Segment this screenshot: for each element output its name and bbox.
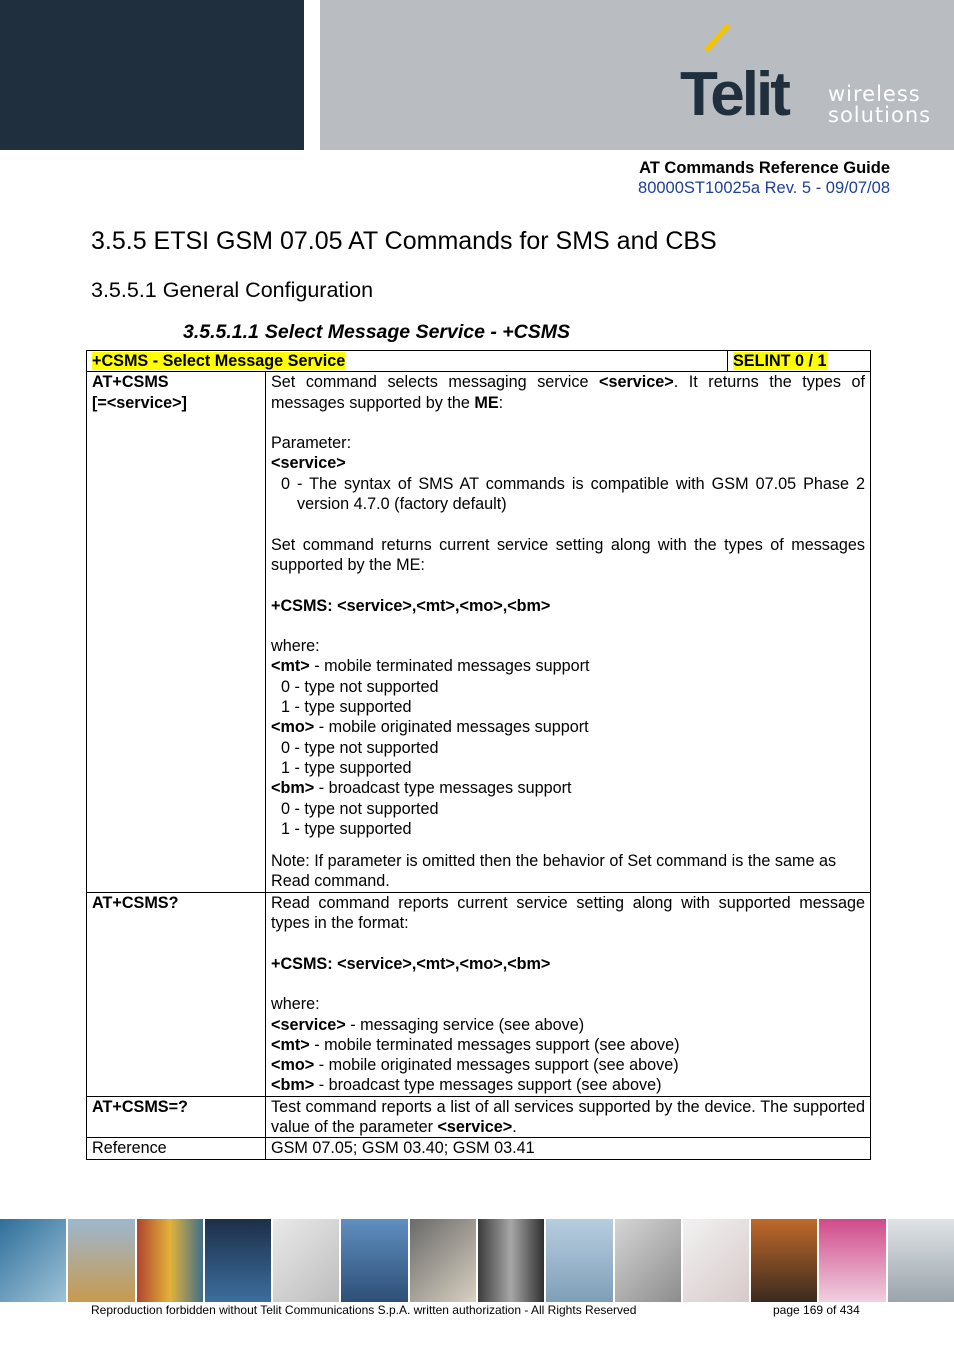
table-row-set: AT+CSMS [=<service>] Set command selects messaging service <service>. It returns the types of messages supported by the ME: Parameter: <service> 0 - The syntax of SMS AT commands is compatible with GSM 07.05 Phase 2 version 4.7.0 (factory default) Set command returns current service setting along with the types of messages supported by the ME: +CSMS: <service>,<mt>,<mo>,<bm> where: <mt> - mobile terminated messages support 0 - type not supported 1 - type supported <mo> - mobile originated messages support 0 - type not supported 1 - type supported <bm> - broadcast type messages support 0 - type not supported 1 - type supported Note: If parameter is omitted then the behavior of Set command is the same as Read command.	[87, 372, 871, 892]
reference-value: GSM 07.05; GSM 03.40; GSM 03.41	[266, 1138, 871, 1159]
reference-label: Reference	[87, 1138, 266, 1159]
footer-photo	[546, 1219, 612, 1302]
parameter-value: 0 - The syntax of SMS AT commands is compatible with GSM 07.05 Phase 2 version 4.7.0 (factory default)	[281, 474, 865, 514]
selint-badge: SELINT 0 / 1	[733, 352, 827, 370]
footer-photo	[888, 1219, 954, 1302]
footer-page-number: page 169 of 434	[773, 1303, 860, 1317]
footer-photo	[478, 1219, 544, 1302]
command-table	[86, 350, 871, 1160]
footer-photo	[205, 1219, 271, 1302]
list-item: <mt> - mobile terminated messages support (see above)	[271, 1035, 680, 1054]
logo-tagline: wireless solutions	[828, 82, 932, 127]
list-item: <mt> - mobile terminated messages support	[271, 657, 590, 676]
footer-photo	[68, 1219, 134, 1302]
read-command: AT+CSMS?	[92, 893, 179, 912]
test-command: AT+CSMS=?	[92, 1097, 188, 1116]
table-row-test	[87, 1096, 871, 1138]
set-response-format: +CSMS: <service>,<mt>,<mo>,<bm>	[271, 596, 551, 615]
subsubsection-heading: 3.5.5.1.1 Select Message Service - +CSMS	[183, 321, 571, 343]
list-item: <mo> - mobile originated messages support	[271, 718, 589, 737]
footer-photo	[819, 1219, 885, 1302]
table-row-read: AT+CSMS? Read command reports current service setting along with supported message types in the format: +CSMS: <service>,<mt>,<mo>,<bm> where: <service> - messaging service (see above) <mt> - mobile terminated messages support (see above) <mo> - mobile originated messages support (see above) <bm> - broadcast type messages support (see above)	[87, 892, 871, 1096]
footer-photo	[683, 1219, 749, 1302]
footer-photo-strip	[0, 1219, 954, 1302]
table-header-row	[87, 351, 871, 372]
set-command: AT+CSMS	[92, 373, 169, 392]
table-title: +CSMS - Select Message Service	[92, 352, 346, 370]
footer-photo	[0, 1219, 66, 1302]
list-item: <service> - messaging service (see above)	[271, 1015, 585, 1034]
set-return-description: Set command returns current service setting along with the types of messages supported by the ME:	[271, 535, 865, 574]
test-description: Test command reports a list of all services supported by the device. The supported value of the parameter <service>.	[271, 1097, 865, 1136]
footer-photo	[137, 1219, 203, 1302]
logo-word: Telit	[680, 60, 788, 129]
list-item: <bm> - broadcast type messages support	[271, 779, 572, 798]
telit-logo	[676, 44, 936, 134]
section-heading: 3.5.5 ETSI GSM 07.05 AT Commands for SMS and CBS	[91, 227, 717, 255]
footer-photo	[615, 1219, 681, 1302]
footer-photo	[751, 1219, 817, 1302]
list-item: <bm> - broadcast type messages support (see above)	[271, 1076, 662, 1095]
footer-photo	[410, 1219, 476, 1302]
guide-title: AT Commands Reference Guide	[639, 159, 890, 177]
footer-copyright: Reproduction forbidden without Telit Communications S.p.A. written authorization - All Rights Reserved	[91, 1303, 637, 1317]
parameter-label: Parameter:	[271, 434, 352, 453]
header-dark-panel	[0, 0, 304, 150]
subsection-heading: 3.5.5.1 General Configuration	[91, 278, 374, 302]
set-note: Note: If parameter is omitted then the behavior of Set command is the same as Read command.	[271, 852, 837, 891]
guide-revision: 80000ST10025a Rev. 5 - 09/07/08	[638, 179, 890, 197]
list-item: <mo> - mobile originated messages support (see above)	[271, 1056, 679, 1075]
read-response-format: +CSMS: <service>,<mt>,<mo>,<bm>	[271, 954, 551, 973]
table-row-reference	[87, 1138, 871, 1159]
footer-photo	[273, 1219, 339, 1302]
read-description: Read command reports current service setting along with supported message types in the format:	[271, 893, 865, 933]
set-description: Set command selects messaging service <service>. It returns the types of messages supported by the ME:	[271, 373, 865, 412]
footer-photo	[341, 1219, 407, 1302]
